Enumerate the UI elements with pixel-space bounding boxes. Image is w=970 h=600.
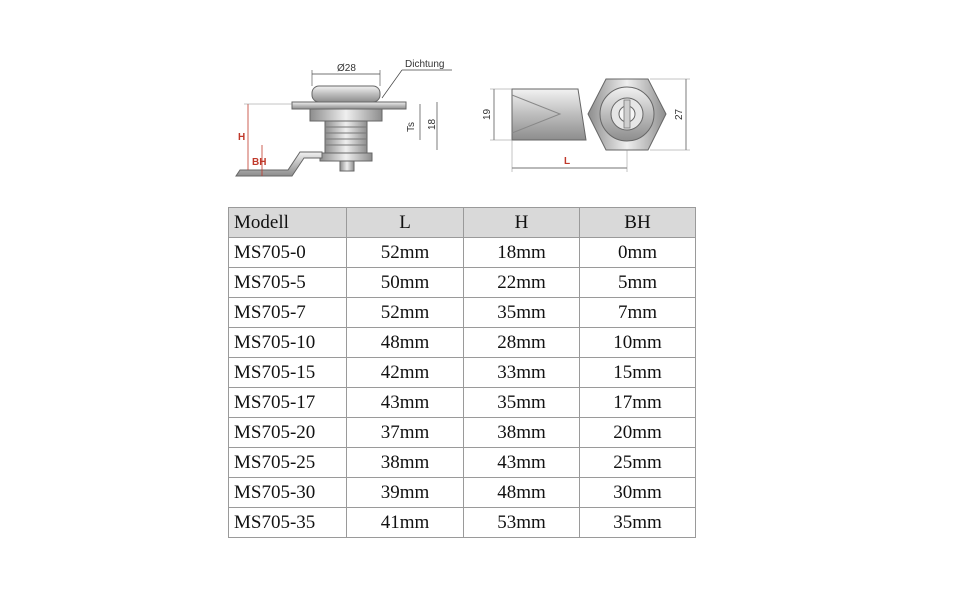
cell-h: 38mm: [464, 418, 580, 448]
header-row: [229, 208, 696, 238]
cell-bh: 7mm: [580, 298, 696, 328]
cell-bh: 25mm: [580, 448, 696, 478]
cell-model: MS705-30: [229, 478, 347, 508]
diameter-label: Ø28: [337, 63, 356, 74]
cell-l: 38mm: [347, 448, 464, 478]
cell-l: 39mm: [347, 478, 464, 508]
table-row: [229, 238, 696, 268]
cell-h: 18mm: [464, 238, 580, 268]
cell-l: 43mm: [347, 388, 464, 418]
cell-model: MS705-17: [229, 388, 347, 418]
table-row: [229, 418, 696, 448]
cell-bh: 15mm: [580, 358, 696, 388]
cell-bh: 10mm: [580, 328, 696, 358]
dim-18-label: 18: [427, 118, 438, 130]
cell-model: MS705-35: [229, 508, 347, 538]
cell-h: 28mm: [464, 328, 580, 358]
cell-model: MS705-10: [229, 328, 347, 358]
cell-l: 41mm: [347, 508, 464, 538]
cell-model: MS705-7: [229, 298, 347, 328]
table-row: [229, 508, 696, 538]
seal-label: Dichtung: [405, 59, 445, 70]
cell-l: 50mm: [347, 268, 464, 298]
col-header-modell: Modell: [229, 208, 347, 238]
cell-model: MS705-5: [229, 268, 347, 298]
side-view: [236, 59, 452, 176]
ts-label: Ts: [406, 122, 417, 132]
cell-h: 35mm: [464, 388, 580, 418]
cell-h: 53mm: [464, 508, 580, 538]
cell-model: MS705-20: [229, 418, 347, 448]
cell-h: 43mm: [464, 448, 580, 478]
dim-19-label: 19: [482, 108, 493, 120]
cell-h: 35mm: [464, 298, 580, 328]
cell-bh: 0mm: [580, 238, 696, 268]
cell-bh: 35mm: [580, 508, 696, 538]
cell-bh: 5mm: [580, 268, 696, 298]
cell-h: 22mm: [464, 268, 580, 298]
cell-bh: 20mm: [580, 418, 696, 448]
table-row: [229, 268, 696, 298]
table-row: [229, 328, 696, 358]
cell-bh: 17mm: [580, 388, 696, 418]
technical-drawing: [0, 0, 970, 200]
cell-model: MS705-25: [229, 448, 347, 478]
dim-27-label: 27: [674, 108, 685, 120]
table-row: [229, 478, 696, 508]
cell-bh: 30mm: [580, 478, 696, 508]
table-row: [229, 298, 696, 328]
cell-l: 52mm: [347, 238, 464, 268]
h-label: H: [238, 132, 246, 143]
cell-h: 33mm: [464, 358, 580, 388]
cell-model: MS705-0: [229, 238, 347, 268]
cell-l: 52mm: [347, 298, 464, 328]
cell-model: MS705-15: [229, 358, 347, 388]
col-header-l: L: [347, 208, 464, 238]
cell-l: 37mm: [347, 418, 464, 448]
bh-label: BH: [252, 157, 267, 168]
front-view: [482, 79, 690, 172]
cell-h: 48mm: [464, 478, 580, 508]
cell-l: 48mm: [347, 328, 464, 358]
table-row: [229, 448, 696, 478]
cell-l: 42mm: [347, 358, 464, 388]
col-header-h: H: [464, 208, 580, 238]
l-label: L: [564, 156, 571, 167]
table-row: [229, 358, 696, 388]
table-row: [229, 388, 696, 418]
spec-table: [228, 207, 696, 538]
col-header-bh: BH: [580, 208, 696, 238]
